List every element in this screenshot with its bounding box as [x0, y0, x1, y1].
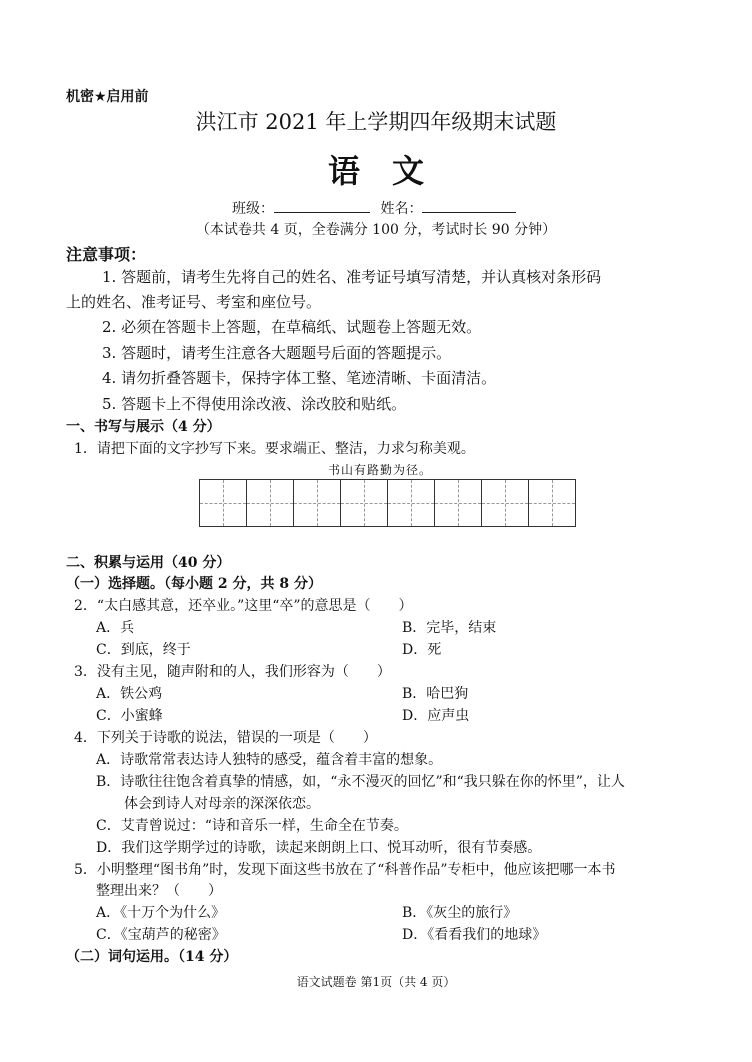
q5-option-c: C．《宝葫芦的秘密》 [96, 927, 226, 943]
notice-item-2: 2. 必须在答题卡上答题，在草稿纸、试题卷上答题无效。 [102, 318, 482, 336]
page-footer: 语文试题卷 第1页（共 4 页） [296, 975, 456, 989]
exam-title: 洪江市 2021 年上学期四年级期末试题 [195, 110, 557, 134]
class-name-line [232, 198, 516, 218]
part1-title: （一）选择题。（每小题 2 分，共 8 分） [66, 576, 322, 592]
q3-option-b: B．哈巴狗 [402, 686, 469, 702]
grid-cell[interactable] [528, 479, 576, 527]
writing-grid[interactable] [199, 479, 583, 527]
notice-item-1: 1. 答题前，请考生先将自己的姓名、准考证号填写清楚，并认真核对条形码 [102, 268, 602, 286]
q2-option-a: A．兵 [96, 620, 135, 636]
q2-option-d: D．死 [402, 642, 442, 658]
q3-option-a: A．铁公鸡 [96, 686, 163, 702]
notice-item-4: 4. 请勿折叠答题卡，保持字体工整、笔迹清晰、卡面清洁。 [102, 369, 497, 387]
exam-info: （本试卷共 4 页，全卷满分 100 分，考试时长 90 分钟） [195, 222, 557, 238]
confidential-mark: 机密★启用前 [66, 89, 149, 105]
grid-cell[interactable] [340, 479, 388, 527]
name-label: 姓名： [380, 201, 423, 217]
q4-option-b-cont: 体会到诗人对母亲的深深依恋。 [124, 796, 320, 812]
question-5: 5．小明整理“图书角”时，发现下面这些书放在了“科普作品”专柜中，他应该把哪一本书 [74, 862, 616, 878]
notice-item-3: 3. 答题时，请考生注意各大题题号后面的答题提示。 [102, 344, 452, 362]
grid-cell[interactable] [199, 479, 247, 527]
question-5-cont: 整理出来？（ ） [96, 883, 222, 899]
grid-cell[interactable] [481, 479, 529, 527]
part2-title: （二）词句运用。（14 分） [66, 949, 238, 965]
q5-option-d: D．《看看我们的地球》 [402, 927, 547, 943]
notice-heading: 注意事项： [66, 245, 147, 264]
question-1: 1．请把下面的文字抄写下来。要求端正、整洁，力求匀称美观。 [74, 441, 475, 457]
q4-option-c: C．艾青曾说过：“诗和音乐一样，生命全在节奏。 [96, 818, 408, 834]
q5-option-a: A．《十万个为什么》 [96, 905, 226, 921]
class-label: 班级： [232, 201, 274, 217]
q4-option-d: D．我们这学期学过的诗歌，读起来朗朗上口、悦耳动听，很有节奏感。 [96, 840, 542, 856]
grid-cell[interactable] [293, 479, 341, 527]
q3-option-c: C．小蜜蜂 [96, 708, 163, 724]
grid-cell[interactable] [246, 479, 294, 527]
q2-option-c: C．到底，终于 [96, 642, 191, 658]
q4-option-b: B．诗歌往往饱含着真挚的情感，如，“永不漫灭的回忆”和“我只躲在你的怀里”，让人 [96, 774, 625, 790]
grid-cell[interactable] [434, 479, 482, 527]
section2-title: 二、积累与运用（40 分） [66, 555, 231, 571]
q4-option-a: A．诗歌常常表达诗人独特的感受，蕴含着丰富的想象。 [96, 752, 443, 768]
q3-option-d: D．应声虫 [402, 708, 470, 724]
notice-item-5: 5. 答题卡上不得使用涂改液、涂改胶和贴纸。 [102, 395, 407, 413]
copy-text: 书山有路勤为径。 [328, 463, 433, 477]
class-blank [274, 199, 370, 213]
subject-title: 语 文 [327, 152, 424, 190]
grid-cell[interactable] [387, 479, 435, 527]
q5-option-b: B．《灰尘的旅行》 [402, 905, 518, 921]
question-2: 2．“太白感其意，还卒业。”这里“卒”的意思是（ ） [74, 598, 413, 614]
notice-item-1-cont: 上的姓名、准考证号、考室和座位号。 [66, 293, 322, 311]
question-3: 3．没有主见，随声附和的人，我们形容为（ ） [74, 664, 391, 680]
section1-title: 一、书写与展示（4 分） [66, 419, 221, 435]
name-blank [422, 199, 516, 213]
q2-option-b: B．完毕，结束 [402, 620, 497, 636]
question-4: 4．下列关于诗歌的说法，错误的一项是（ ） [74, 730, 377, 746]
